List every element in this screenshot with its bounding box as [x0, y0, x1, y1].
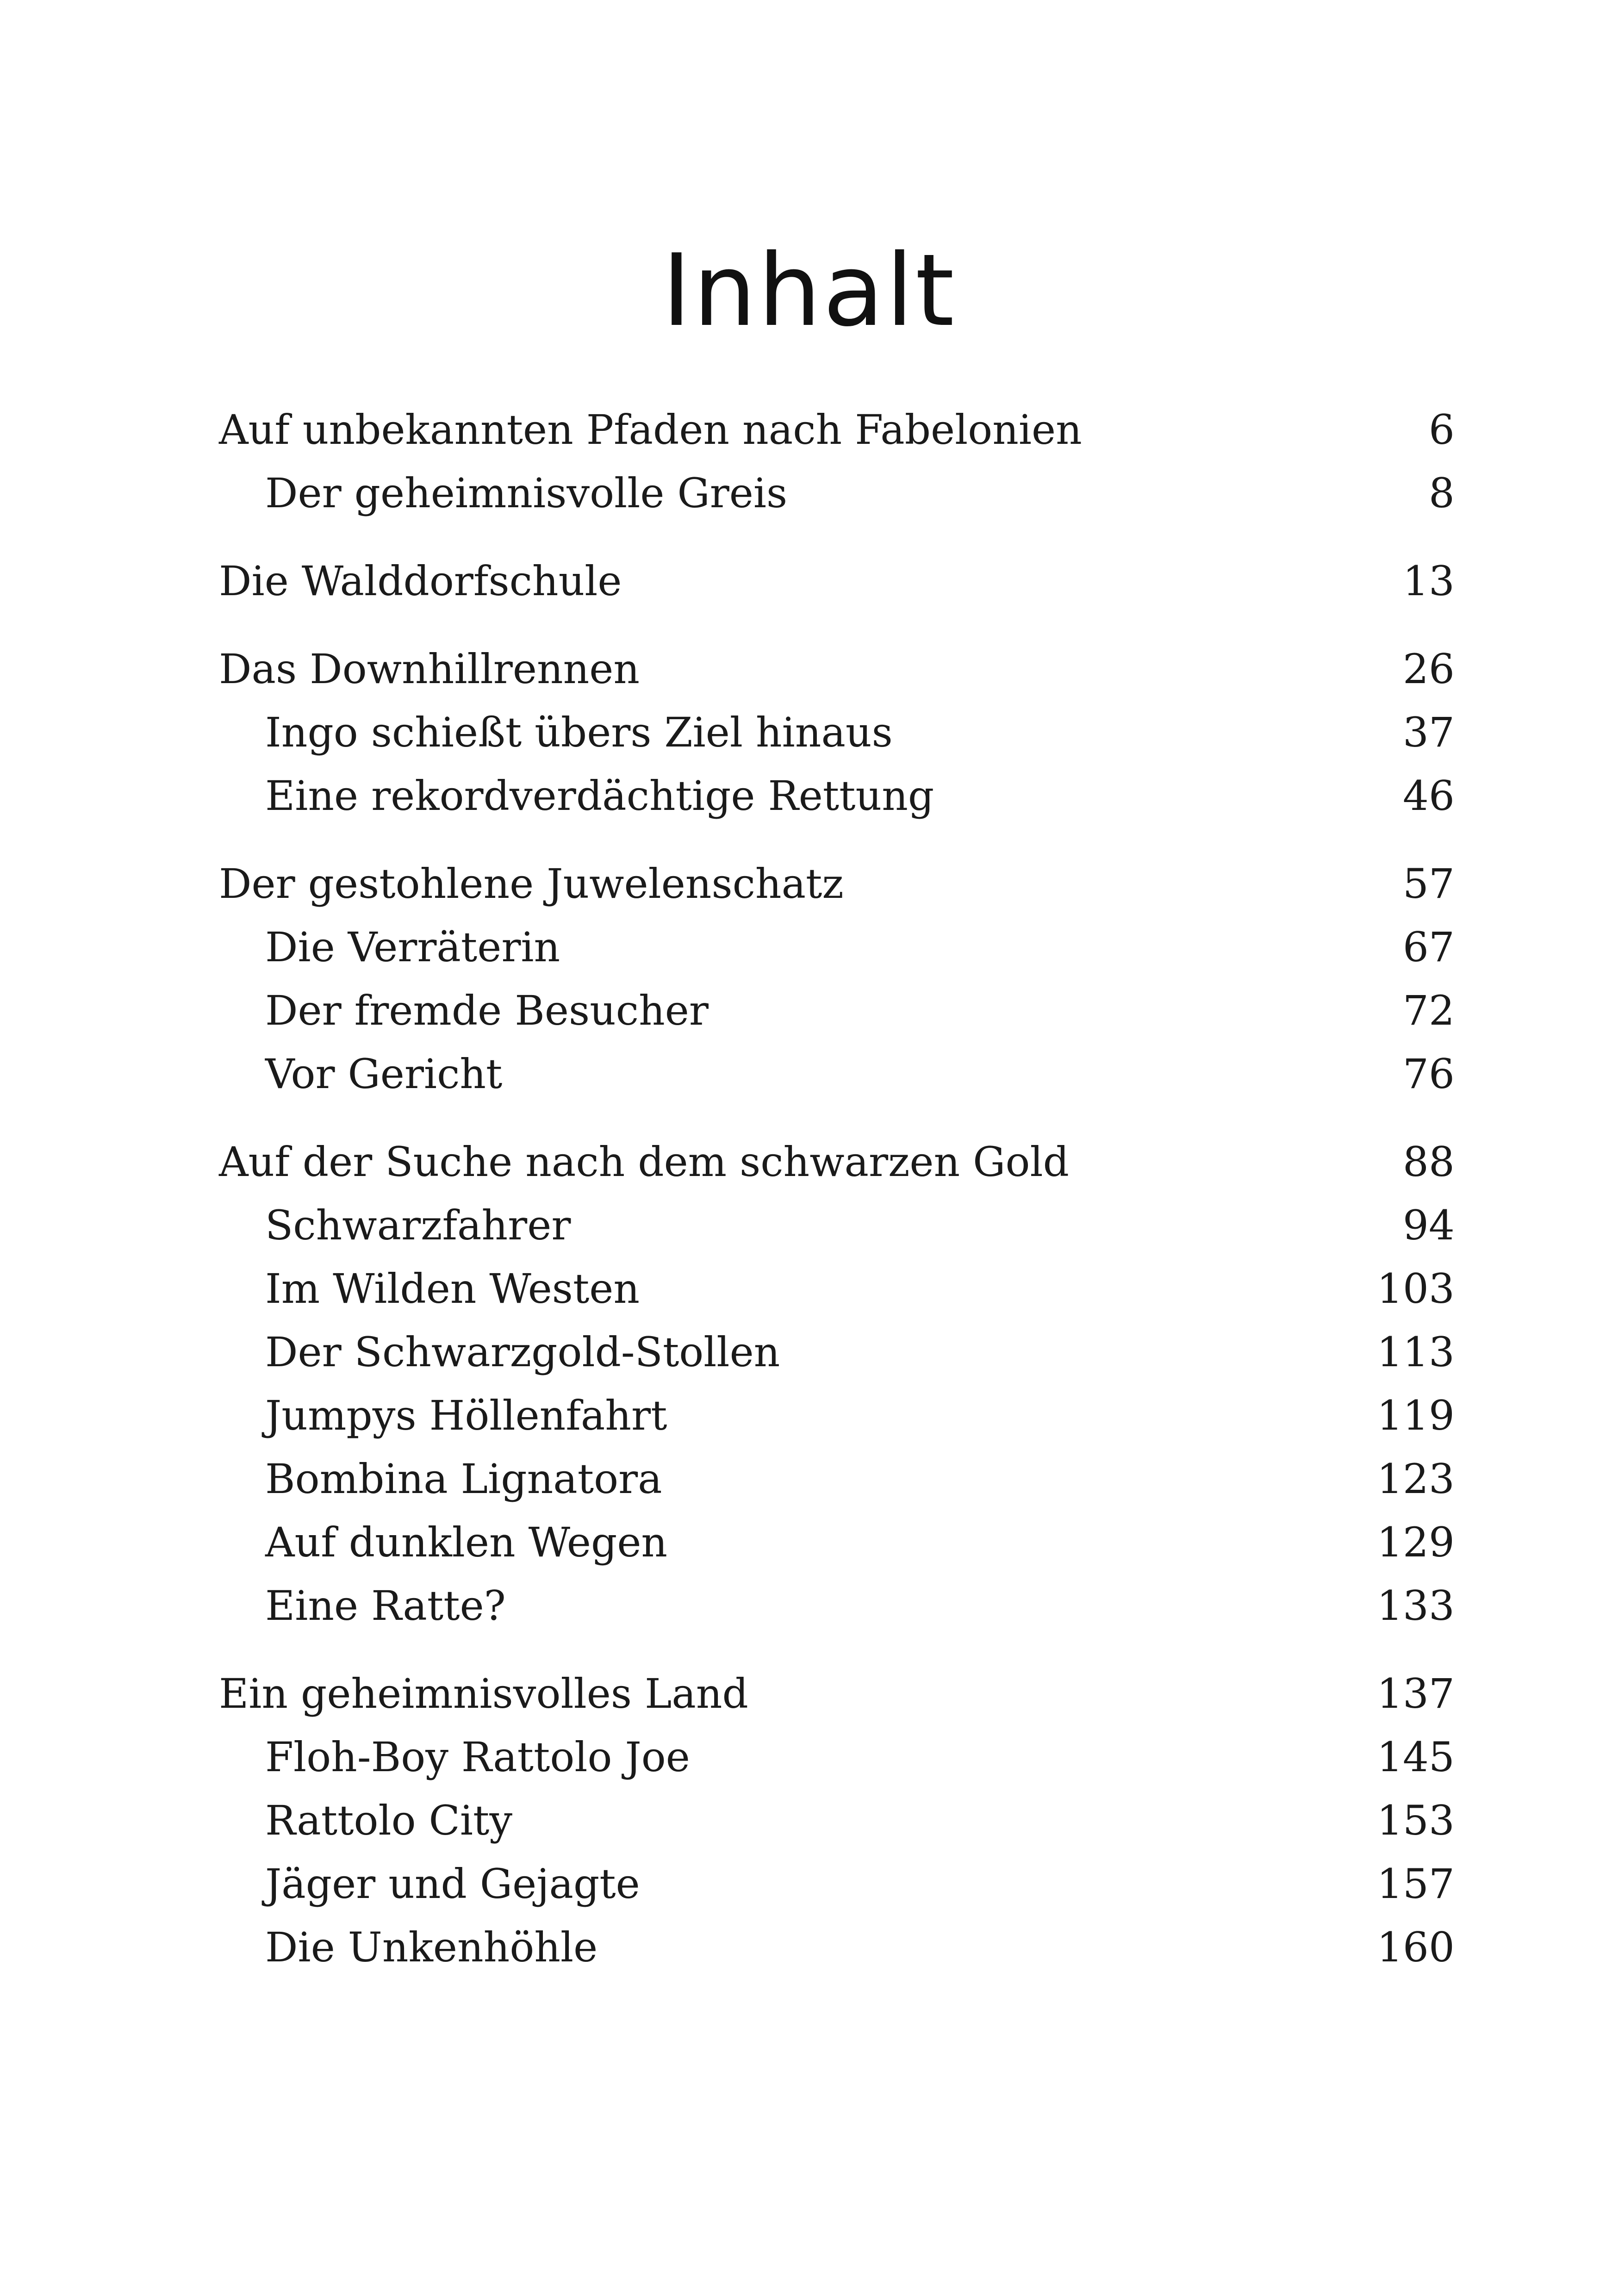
toc-section-title: Der fremde Besucher: [265, 987, 709, 1034]
toc-section-entry: [219, 915, 1455, 979]
toc-section-entry: [219, 1916, 1455, 1979]
toc-section-title: Eine Ratte?: [265, 1582, 506, 1630]
toc-chapter-title: Das Downhillrennen: [219, 645, 640, 693]
toc-page-number: 145: [1377, 1733, 1455, 1781]
toc-section-title: Eine rekordverdächtige Rettung: [265, 772, 934, 820]
toc-section-entry: [219, 1042, 1455, 1106]
toc-page-number: 157: [1377, 1860, 1455, 1908]
toc-chapter-entry: [219, 637, 1455, 701]
toc-section-entry: [219, 1384, 1455, 1447]
toc-section-title: Rattolo City: [265, 1797, 513, 1844]
toc-page-number: 8: [1429, 469, 1455, 517]
toc-page-number: 137: [1377, 1670, 1455, 1717]
toc-page-number: 133: [1377, 1582, 1455, 1630]
toc-page-number: 129: [1377, 1518, 1455, 1566]
toc-chapter-group: [219, 1130, 1455, 1637]
toc-page-number: 94: [1403, 1201, 1455, 1249]
toc-section-entry: [219, 701, 1455, 764]
toc-page-number: 113: [1377, 1328, 1455, 1376]
toc-section-entry: [219, 1574, 1455, 1637]
table-of-contents: [219, 398, 1455, 2004]
toc-chapter-title: Der gestohlene Juwelenschatz: [219, 860, 844, 908]
toc-page-number: 76: [1403, 1050, 1455, 1098]
toc-section-entry: [219, 1194, 1455, 1257]
toc-section-title: Die Unkenhöhle: [265, 1923, 598, 1971]
toc-section-title: Jumpys Höllenfahrt: [265, 1392, 667, 1439]
toc-chapter-entry: [219, 1130, 1455, 1194]
toc-chapter-group: [219, 852, 1455, 1106]
toc-chapter-entry: [219, 852, 1455, 915]
toc-page-number: 160: [1377, 1923, 1455, 1971]
toc-section-entry: [219, 1447, 1455, 1511]
toc-page-number: 103: [1377, 1265, 1455, 1313]
toc-section-title: Floh-Boy Rattolo Joe: [265, 1733, 690, 1781]
toc-section-entry: [219, 461, 1455, 525]
toc-section-entry: [219, 764, 1455, 828]
toc-section-title: Im Wilden Westen: [265, 1265, 640, 1313]
toc-page-number: 88: [1403, 1138, 1455, 1186]
toc-section-entry: [219, 1789, 1455, 1852]
toc-section-entry: [219, 1511, 1455, 1574]
toc-section-entry: [219, 979, 1455, 1042]
toc-chapter-group: [219, 398, 1455, 525]
toc-section-title: Auf dunklen Wegen: [265, 1518, 668, 1566]
toc-chapter-group: [219, 1662, 1455, 1979]
toc-chapter-title: Auf unbekannten Pfaden nach Fabelonien: [219, 406, 1082, 454]
toc-page-number: 72: [1403, 987, 1455, 1034]
toc-section-title: Jäger und Gejagte: [265, 1860, 640, 1908]
toc-chapter-title: Die Walddorfschule: [219, 557, 622, 605]
toc-section-entry: [219, 1257, 1455, 1320]
toc-chapter-entry: [219, 1662, 1455, 1725]
page-title: Inhalt: [662, 232, 956, 348]
toc-page-number: 57: [1403, 860, 1455, 908]
toc-chapter-title: Auf der Suche nach dem schwarzen Gold: [219, 1138, 1069, 1186]
toc-chapter-entry: [219, 549, 1455, 613]
toc-section-title: Schwarzfahrer: [265, 1201, 571, 1249]
toc-chapter-entry: [219, 398, 1455, 461]
toc-section-title: Vor Gericht: [265, 1050, 503, 1098]
toc-section-entry: [219, 1320, 1455, 1384]
toc-page-number: 153: [1377, 1797, 1455, 1844]
toc-section-entry: [219, 1725, 1455, 1789]
toc-page-number: 6: [1429, 406, 1455, 454]
toc-page-number: 13: [1403, 557, 1455, 605]
toc-page-number: 37: [1403, 709, 1455, 756]
toc-section-title: Bombina Lignatora: [265, 1455, 662, 1503]
toc-section-entry: [219, 1852, 1455, 1916]
toc-page-number: 67: [1403, 923, 1455, 971]
toc-chapter-group: [219, 637, 1455, 828]
toc-page-number: 119: [1377, 1392, 1455, 1439]
toc-section-title: Der Schwarzgold-Stollen: [265, 1328, 780, 1376]
toc-page-number: 26: [1403, 645, 1455, 693]
toc-section-title: Der geheimnisvolle Greis: [265, 469, 788, 517]
toc-section-title: Die Verräterin: [265, 923, 560, 971]
toc-chapter-title: Ein geheimnisvolles Land: [219, 1670, 748, 1717]
toc-section-title: Ingo schießt übers Ziel hinaus: [265, 709, 893, 756]
toc-page-number: 46: [1403, 772, 1455, 820]
toc-chapter-group: [219, 549, 1455, 613]
toc-page-number: 123: [1377, 1455, 1455, 1503]
